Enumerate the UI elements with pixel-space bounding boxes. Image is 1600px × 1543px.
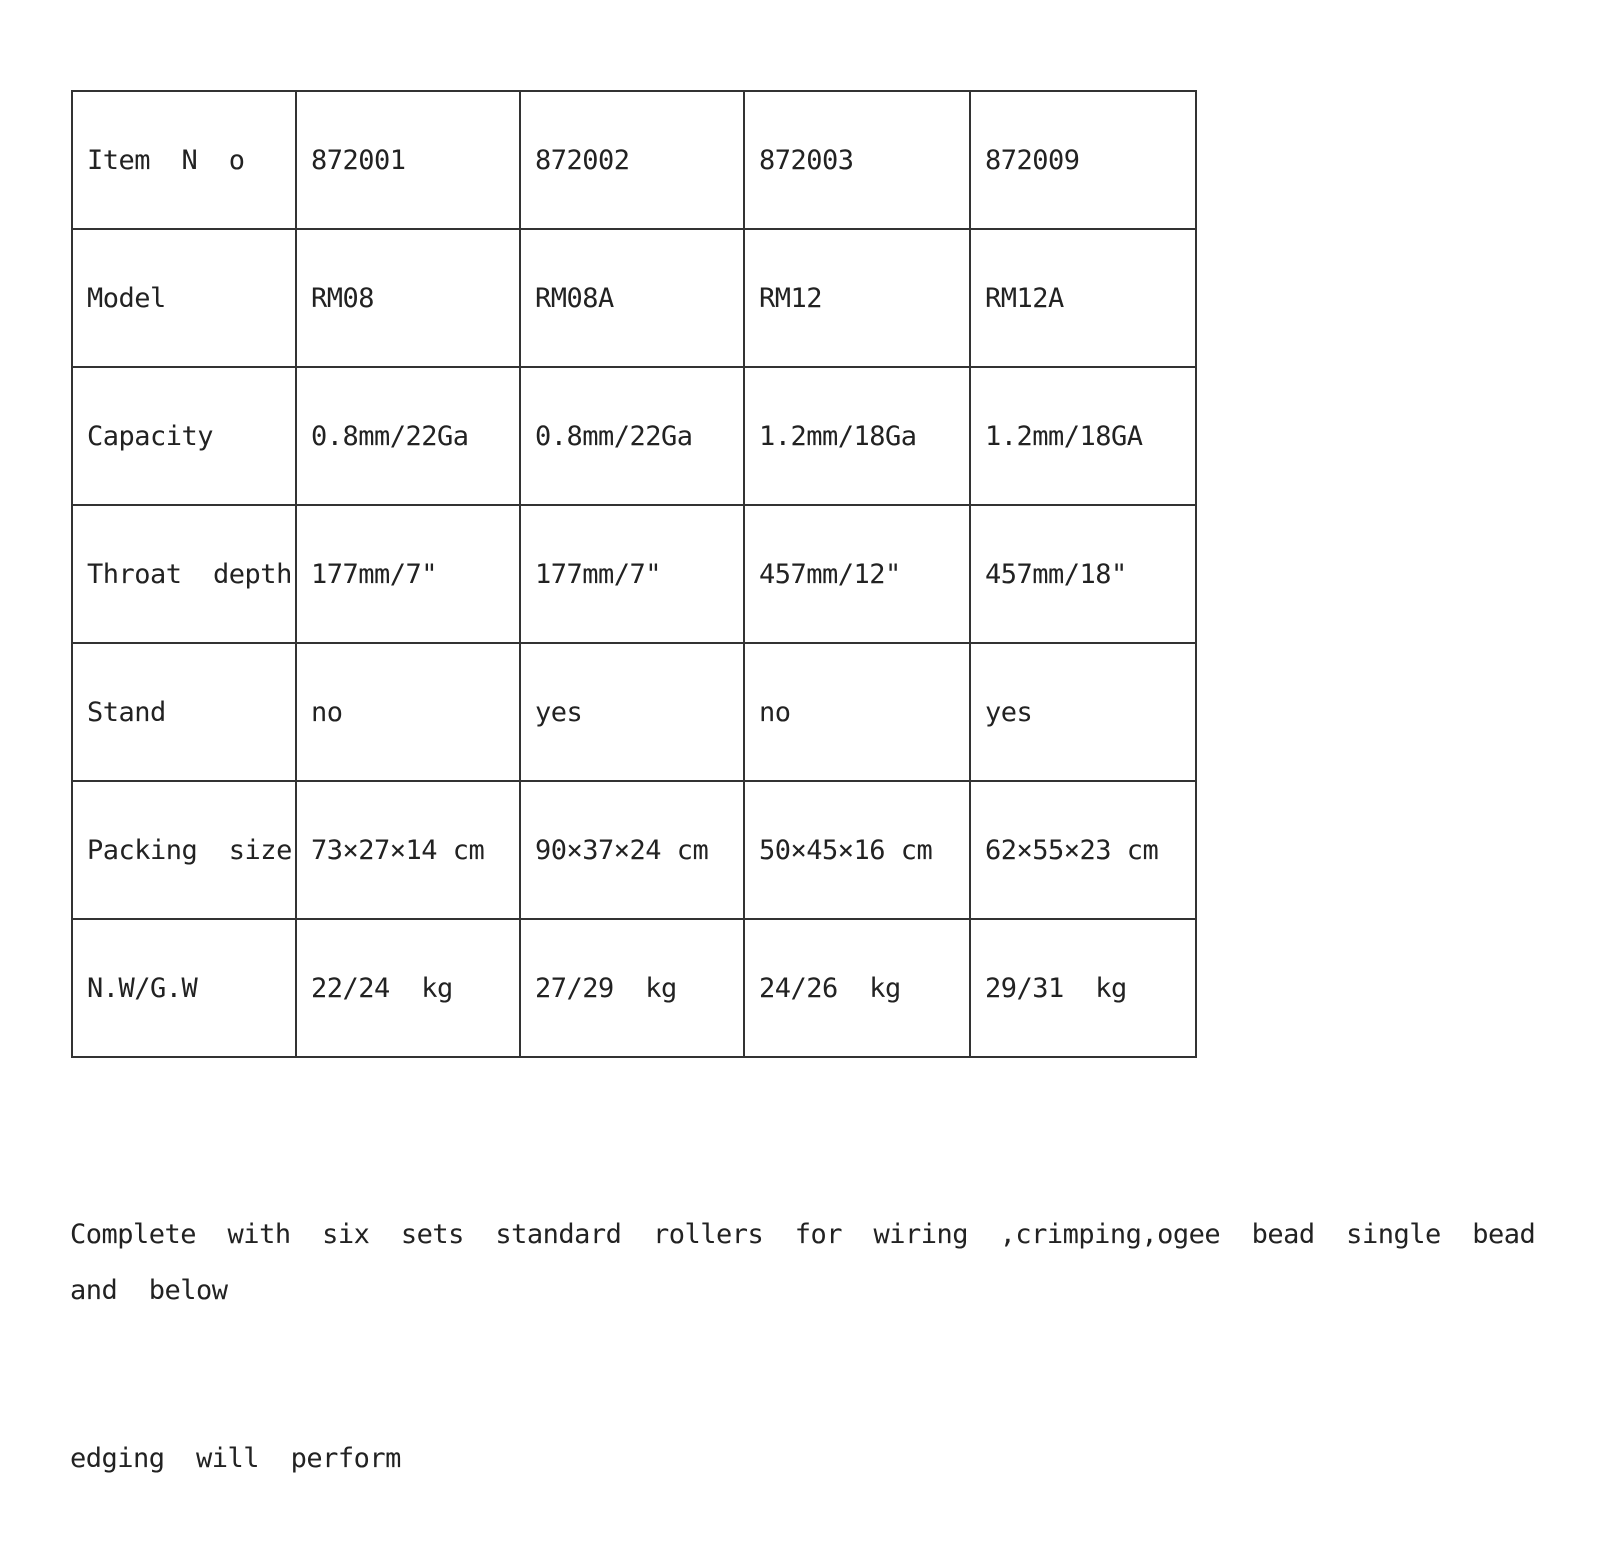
table-cell: 177mm/7" — [520, 505, 744, 643]
table-cell: no — [296, 643, 520, 781]
table-cell: 872001 — [296, 91, 520, 229]
table-cell: 27/29 kg — [520, 919, 744, 1057]
row-label: Stand — [72, 643, 296, 781]
table-cell: 872002 — [520, 91, 744, 229]
table-cell: 872003 — [744, 91, 970, 229]
table-cell: 50×45×16 cm — [744, 781, 970, 919]
note-line: edging will perform — [70, 1443, 401, 1474]
table-cell: 24/26 kg — [744, 919, 970, 1057]
description-note — [70, 1095, 1567, 1543]
row-label: Capacity — [72, 367, 296, 505]
table-cell: 457mm/18" — [970, 505, 1196, 643]
row-label: Item N o — [72, 91, 296, 229]
table-cell: 872009 — [970, 91, 1196, 229]
row-packing-size — [72, 781, 1196, 919]
table-cell: RM08 — [296, 229, 520, 367]
table-cell: 29/31 kg — [970, 919, 1196, 1057]
row-throat-depth — [72, 505, 1196, 643]
table-cell: 1.2mm/18Ga — [744, 367, 970, 505]
table-cell: 73×27×14 cm — [296, 781, 520, 919]
row-label: Model — [72, 229, 296, 367]
row-model — [72, 229, 1196, 367]
table-cell: RM12 — [744, 229, 970, 367]
row-stand — [72, 643, 1196, 781]
table-cell: 0.8mm/22Ga — [520, 367, 744, 505]
table-cell: 177mm/7" — [296, 505, 520, 643]
table-cell: 0.8mm/22Ga — [296, 367, 520, 505]
row-item-no — [72, 91, 1196, 229]
table-cell: RM12A — [970, 229, 1196, 367]
table-cell: 22/24 kg — [296, 919, 520, 1057]
table-cell: yes — [520, 643, 744, 781]
row-label: N.W/G.W — [72, 919, 296, 1057]
table-cell: 457mm/12" — [744, 505, 970, 643]
table-cell: 62×55×23 cm — [970, 781, 1196, 919]
spec-table — [71, 90, 1197, 1058]
row-label: Packing size — [72, 781, 296, 919]
row-weight — [72, 919, 1196, 1057]
table-cell: no — [744, 643, 970, 781]
note-line: Complete with six sets standard rollers for wiring ,crimping,ogee bead single bead and below — [70, 1219, 1567, 1306]
table-cell: 90×37×24 cm — [520, 781, 744, 919]
table-cell: yes — [970, 643, 1196, 781]
row-capacity — [72, 367, 1196, 505]
row-label: Throat depth — [72, 505, 296, 643]
table-cell: RM08A — [520, 229, 744, 367]
table-cell: 1.2mm/18GA — [970, 367, 1196, 505]
